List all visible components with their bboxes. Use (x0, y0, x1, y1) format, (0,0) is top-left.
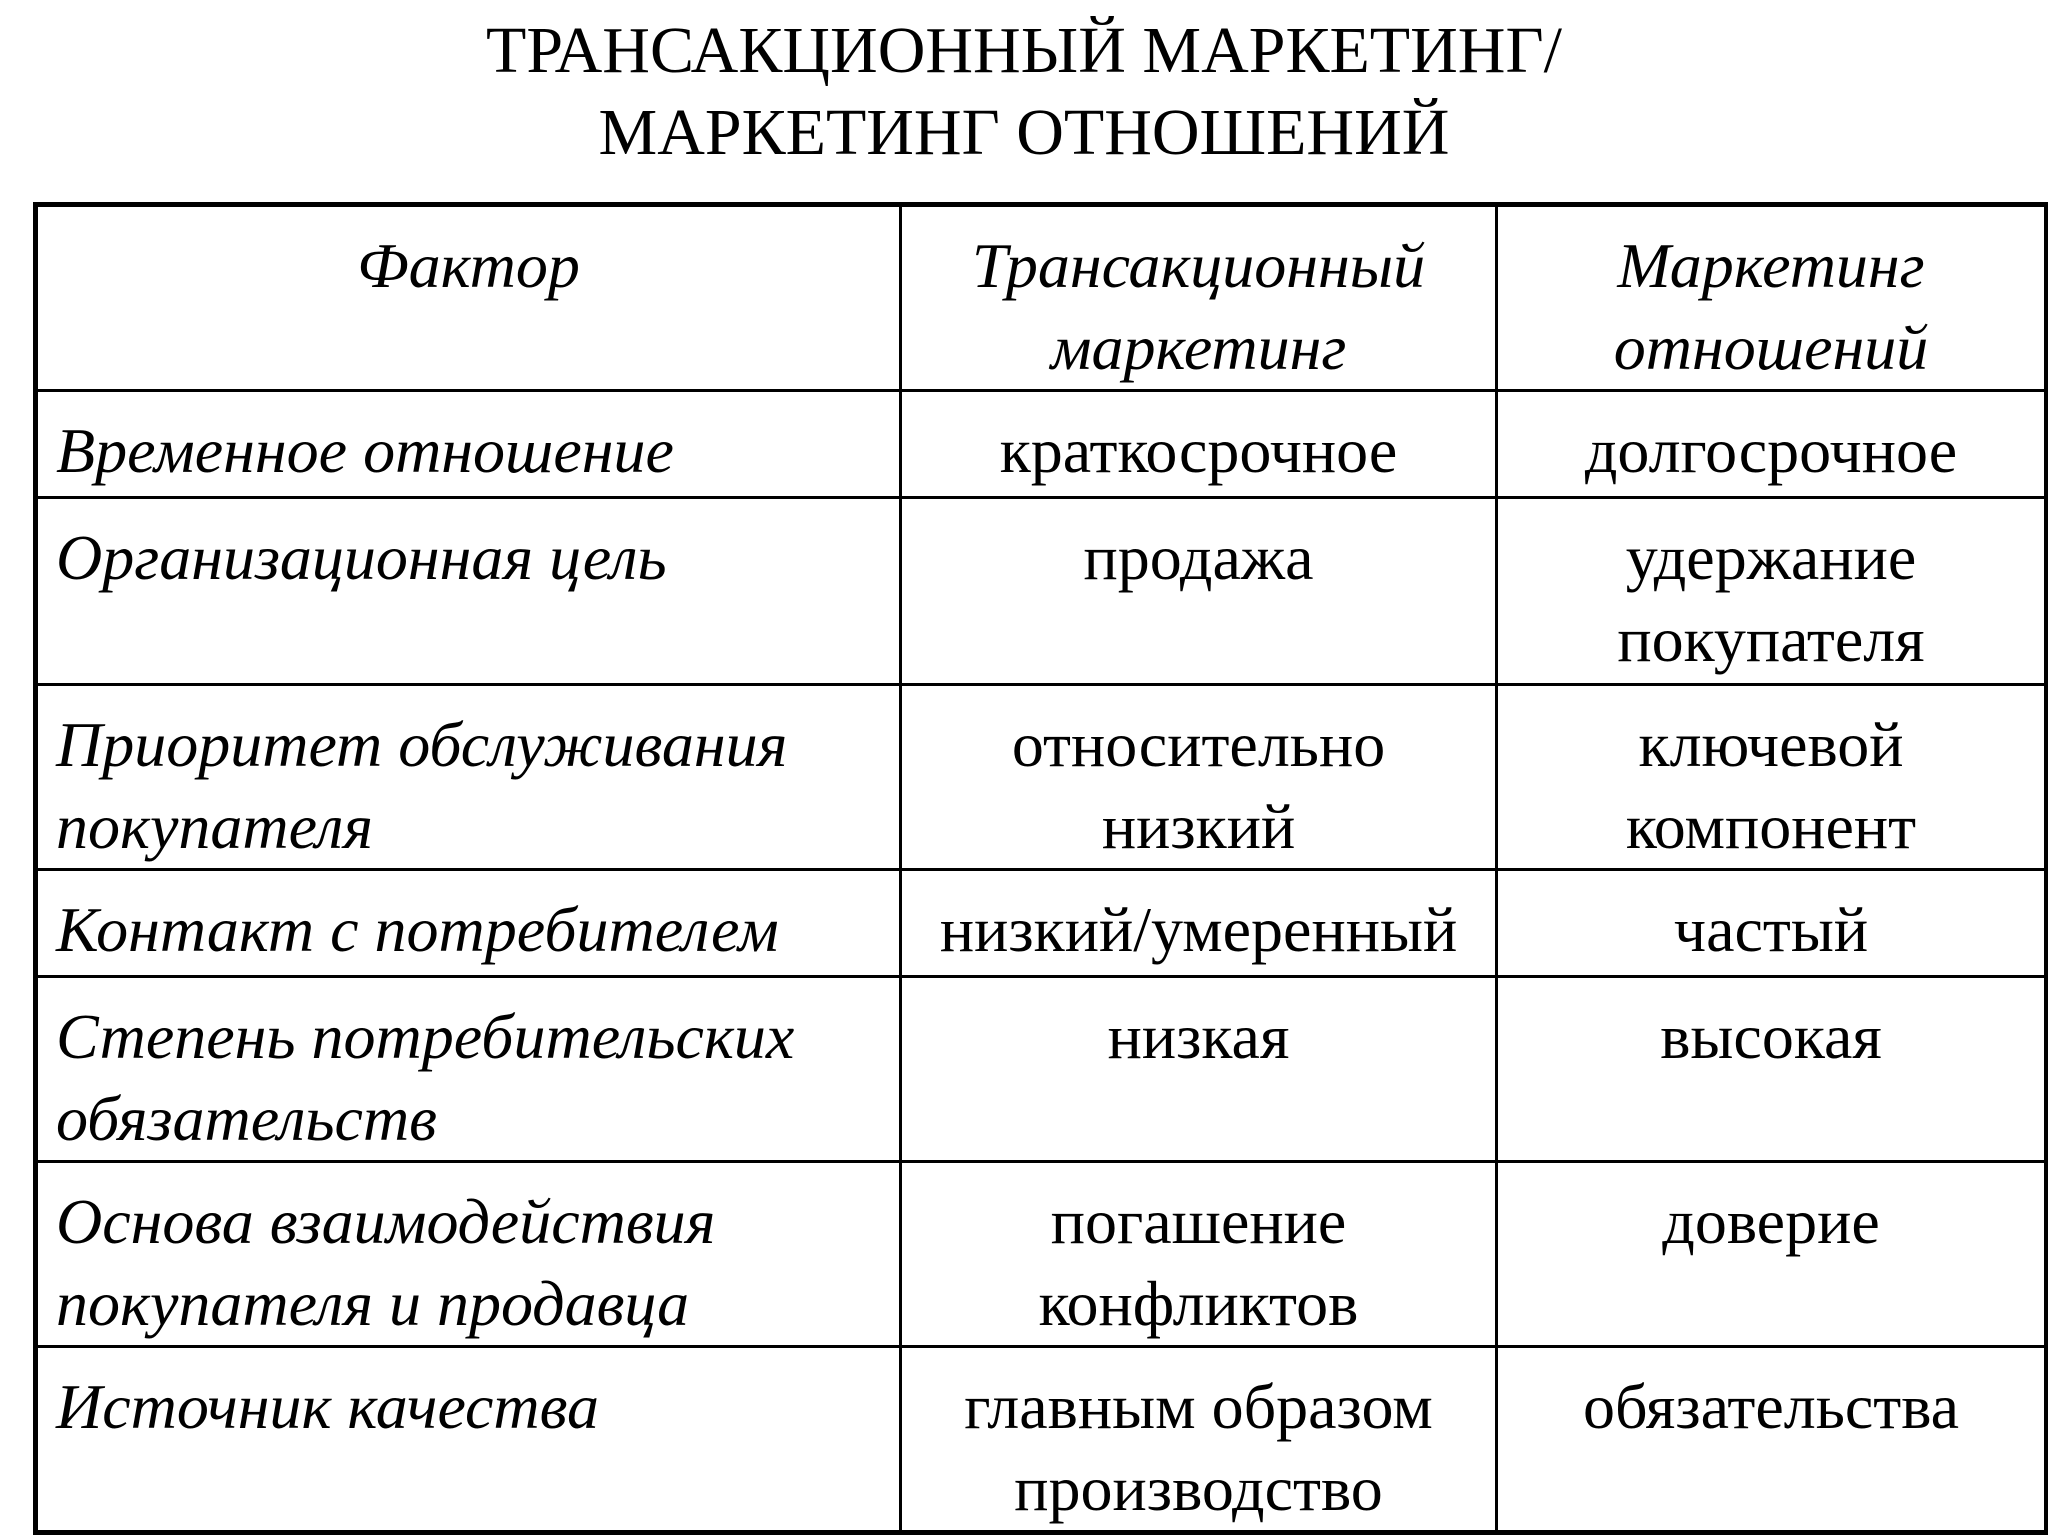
transactional-cell (901, 1347, 1497, 1533)
factor-line: обязательств (56, 1083, 437, 1154)
factor-cell (36, 977, 901, 1162)
table-row (36, 977, 2047, 1162)
relationship-line: доверие (1662, 1186, 1880, 1257)
relationship-line: компонент (1625, 791, 1917, 862)
relationship-line: обязательства (1582, 1371, 1960, 1442)
relationship-cell (1497, 1162, 2047, 1347)
factor-line: Источник качества (56, 1371, 599, 1442)
relationship-cell (1497, 977, 2047, 1162)
transactional-cell (901, 870, 1497, 977)
header-relationship (1497, 205, 2047, 391)
table-row (36, 1347, 2047, 1533)
factor-line: Приоритет обслуживания (56, 709, 788, 780)
relationship-cell (1497, 870, 2047, 977)
relationship-cell (1497, 685, 2047, 870)
relationship-line: покупателя (1617, 604, 1925, 675)
relationship-line: ключевой (1638, 709, 1904, 780)
transactional-cell (901, 685, 1497, 870)
factor-cell (36, 1347, 901, 1533)
factor-line: покупателя и продавца (56, 1268, 690, 1339)
factor-cell (36, 870, 901, 977)
relationship-line: частый (1673, 894, 1869, 965)
table-row (36, 1162, 2047, 1347)
transactional-line: краткосрочное (999, 415, 1398, 486)
transactional-line: низкий (1101, 791, 1296, 862)
transactional-line: производство (1014, 1453, 1383, 1524)
factor-cell (36, 391, 901, 498)
title-line-1: ТРАНСАКЦИОННЫЙ МАРКЕТИНГ/ (486, 14, 1562, 87)
relationship-cell (1497, 391, 2047, 498)
factor-line: Временное отношение (56, 415, 674, 486)
relationship-line: долгосрочное (1584, 415, 1958, 486)
relationship-cell (1497, 498, 2047, 685)
header-factor (36, 205, 901, 391)
transactional-line: конфликтов (1038, 1268, 1359, 1339)
page-title (0, 10, 2048, 174)
factor-line: Степень потребительских (56, 1001, 795, 1072)
transactional-line: низкий/умеренный (939, 894, 1458, 965)
table-row (36, 391, 2047, 498)
table-header-row (36, 205, 2047, 391)
factor-line: покупателя (56, 791, 374, 862)
table-row (36, 870, 2047, 977)
transactional-line: продажа (1083, 522, 1314, 593)
relationship-cell (1497, 1347, 2047, 1533)
factor-line: Контакт с потребителем (56, 894, 779, 965)
factor-line: Организационная цель (56, 522, 667, 593)
transactional-cell (901, 1162, 1497, 1347)
transactional-line: главным образом (964, 1371, 1433, 1442)
factor-cell (36, 498, 901, 685)
factor-cell (36, 685, 901, 870)
transactional-cell (901, 498, 1497, 685)
comparison-table (33, 202, 2048, 1535)
table-row (36, 498, 2047, 685)
header-transactional-line-1: Трансакционный (971, 230, 1426, 301)
header-relationship-line-1: Маркетинг (1617, 230, 1925, 301)
title-line-2: МАРКЕТИНГ ОТНОШЕНИЙ (598, 96, 1450, 169)
relationship-line: удержание (1625, 522, 1917, 593)
header-transactional-line-2: маркетинг (1050, 312, 1347, 383)
transactional-cell (901, 977, 1497, 1162)
header-relationship-line-2: отношений (1613, 312, 1929, 383)
factor-line: Основа взаимодействия (56, 1186, 716, 1257)
header-transactional (901, 205, 1497, 391)
header-factor-label: Фактор (357, 230, 580, 301)
transactional-line: погашение (1050, 1186, 1347, 1257)
relationship-line: высокая (1660, 1001, 1882, 1072)
transactional-line: низкая (1107, 1001, 1290, 1072)
transactional-cell (901, 391, 1497, 498)
transactional-line: относительно (1011, 709, 1386, 780)
table-row (36, 685, 2047, 870)
factor-cell (36, 1162, 901, 1347)
